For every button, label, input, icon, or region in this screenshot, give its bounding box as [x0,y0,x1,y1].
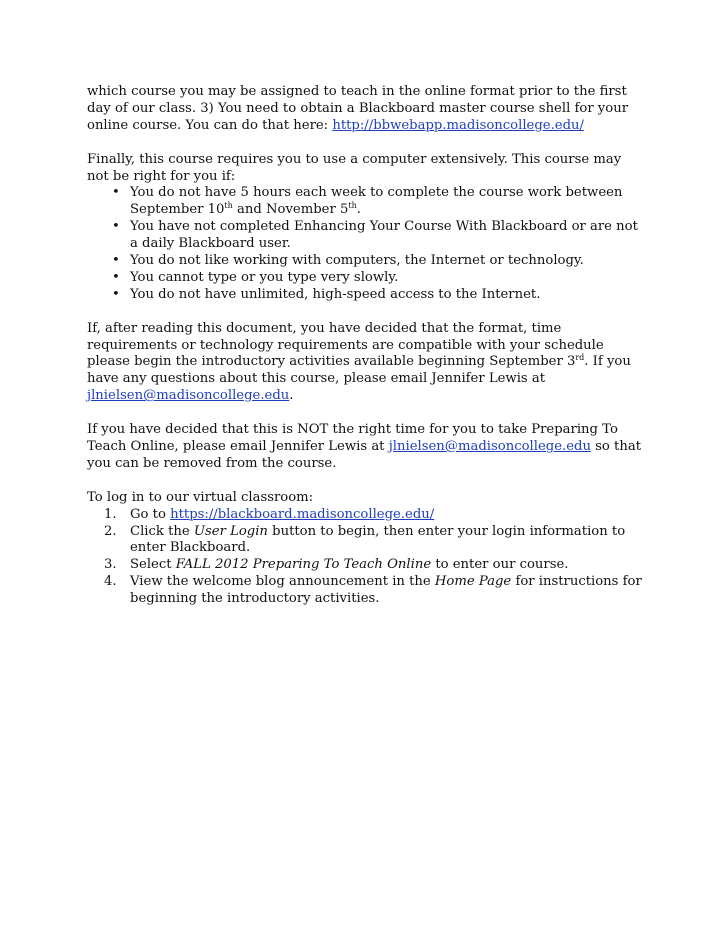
removal-paragraph: If you have decided that this is NOT the right time for you to take Preparing To Teach Online, please email Jennifer Lewis at jlnielsen@madisoncollege.edu so that you can be removed from the course. [87,422,641,471]
email-link[interactable]: jlnielsen@madisoncollege.edu [87,388,290,404]
list-item: 1. Go to https://blackboard.madisoncollege.edu/ [104,506,435,522]
bullet-glyph: • [112,185,120,201]
bullet-glyph: • [112,253,120,269]
list-item: • You do not have 5 hours each week to complete the course work between September 10th and November 5th. [112,185,623,218]
list-item: • You have not completed Enhancing Your Course With Blackboard or are not a daily Blackboard user. [112,219,638,252]
list-item: • You do not like working with computers, the Internet or technology. [112,253,584,269]
requirements-list [87,185,647,303]
list-item: 3. Select FALL 2012 Preparing To Teach Online to enter our course. [104,557,569,573]
bullet-glyph: • [112,219,120,235]
intro-paragraph [87,84,647,135]
blackboard-link[interactable]: https://blackboard.madisoncollege.edu/ [170,506,435,522]
bbwebapp-link[interactable]: http://bbwebapp.madisoncollege.edu/ [332,117,584,133]
list-item: 2. Click the User Login button to begin, then enter your login information to enter Blackboard. [104,523,626,556]
intro-text: which course you may be assigned to teach in the online format prior to the first day of our class. 3) You need to obtain a Blackboard master course shell for your online course. You can do that here: [87,84,628,133]
bullet-glyph: • [112,286,120,302]
document-page [87,84,647,608]
requirements-intro: Finally, this course requires you to use a computer extensively. This course may not be right for you if: [87,151,622,184]
list-item: • You cannot type or you type very slowly. [112,269,399,285]
login-steps [87,507,647,608]
list-item: 4. View the welcome blog announcement in the Home Page for instructions for beginning the introductory activities. [104,574,642,607]
email-link[interactable]: jlnielsen@madisoncollege.edu [388,438,591,454]
compatibility-paragraph: If, after reading this document, you have decided that the format, time requirements or technology requirements are compatible with your schedule please begin the introductory activities available beginning September 3rd. If you have any questions about this course, please email Jennifer Lewis at jlnielsen@madisoncollege.edu. [87,320,631,404]
list-item: • You do not have unlimited, high-speed access to the Internet. [112,286,541,302]
login-heading: To log in to our virtual classroom: [87,489,314,505]
bullet-glyph: • [112,269,120,285]
